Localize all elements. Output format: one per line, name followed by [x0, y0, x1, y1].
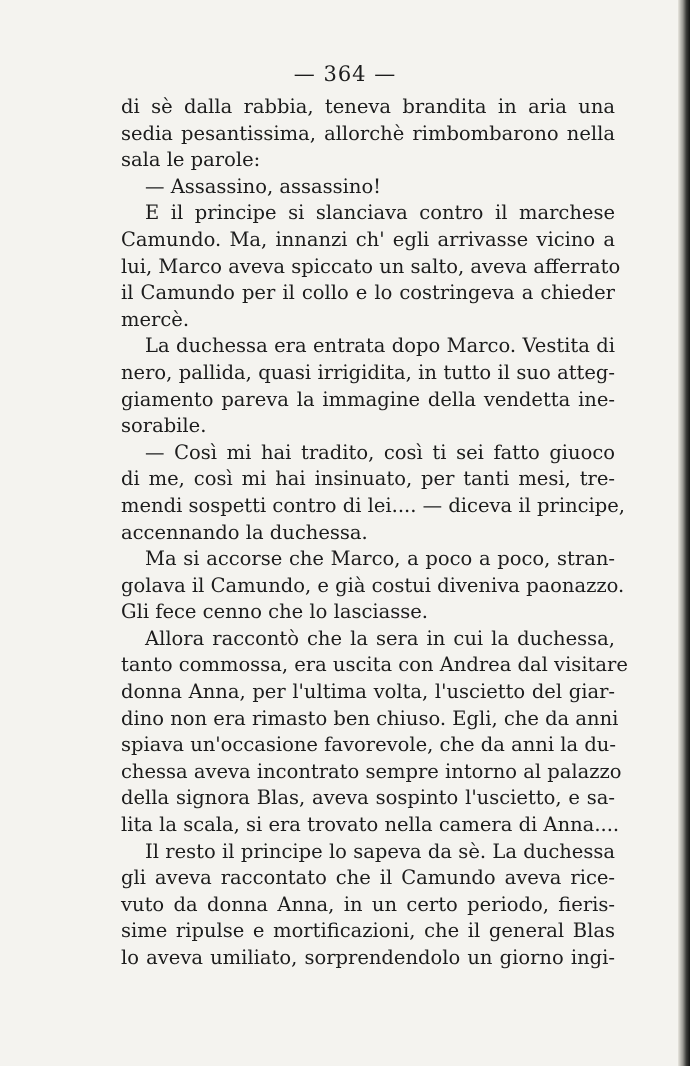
- text-line: lui, Marco aveva spiccato un salto, aveva afferrato: [121, 254, 621, 278]
- text-line: mercè.: [121, 307, 190, 331]
- text-line: nero, pallida, quasi irrigidita, in tutto il suo atteg-: [121, 360, 615, 384]
- text-line: gli aveva raccontato che il Camundo aveva rice-: [121, 866, 615, 890]
- body-text: [121, 94, 628, 972]
- text-line: chessa aveva incontrato sempre intorno al palazzo: [121, 759, 622, 783]
- text-line: Allora raccontò che la sera in cui la duchessa,: [145, 626, 615, 650]
- text-line: dino non era rimasto ben chiuso. Egli, che da anni: [121, 706, 619, 730]
- text-line: sala le parole:: [121, 148, 261, 172]
- text-line: La duchessa era entrata dopo Marco. Vestita di: [145, 334, 615, 358]
- text-line: accennando la duchessa.: [121, 520, 368, 544]
- text-line: mendi sospetti contro di lei.... — diceva il principe,: [121, 493, 626, 517]
- text-line: lo aveva umiliato, sorprendendolo un giorno ingi-: [121, 946, 615, 969]
- text-line: — Assassino, assassino!: [145, 174, 382, 198]
- text-line: lita la scala, si era trovato nella camera di Anna....: [121, 813, 620, 837]
- text-line: Il resto il principe lo sapeva da sè. La duchessa: [145, 839, 615, 863]
- text-line: sime ripulse e mortificazioni, che il general Blas: [121, 919, 615, 943]
- text-line: il Camundo per il collo e lo costringeva a chieder: [121, 281, 615, 305]
- text-line: Camundo. Ma, innanzi ch' egli arrivasse vicino a: [121, 227, 615, 251]
- text-line: donna Anna, per l'ultima volta, l'uscietto del giar-: [121, 680, 615, 704]
- text-line: di sè dalla rabbia, teneva brandita in aria una: [121, 95, 615, 118]
- page-edge-shadow: [678, 0, 690, 1066]
- text-line: tanto commossa, era uscita con Andrea dal visitare: [121, 653, 628, 677]
- text-line: sedia pesantissima, allorchè rimbombarono nella: [121, 121, 615, 145]
- text-line: sorabile.: [121, 414, 207, 438]
- text-line: — Così mi hai tradito, così ti sei fatto giuoco: [145, 440, 615, 464]
- text-line: giamento pareva la immagine della vendetta ine-: [121, 387, 615, 411]
- text-line: Gli fece cenno che lo lasciasse.: [121, 600, 428, 624]
- page-number: — 364 —: [293, 62, 397, 86]
- text-line: vuto da donna Anna, in un certo periodo, fieris-: [121, 892, 615, 916]
- text-line: E il principe si slanciava contro il marchese: [145, 201, 615, 225]
- text-line: di me, così mi hai insinuato, per tanti mesi, tre-: [121, 467, 615, 491]
- text-line: della signora Blas, aveva sospinto l'uscietto, e sa-: [121, 786, 615, 810]
- text-line: Ma si accorse che Marco, a poco a poco, stran-: [145, 547, 615, 571]
- text-line: golava il Camundo, e già costui diveniva paonazzo.: [121, 573, 625, 597]
- text-line: spiava un'occasione favorevole, che da anni la du-: [121, 733, 616, 757]
